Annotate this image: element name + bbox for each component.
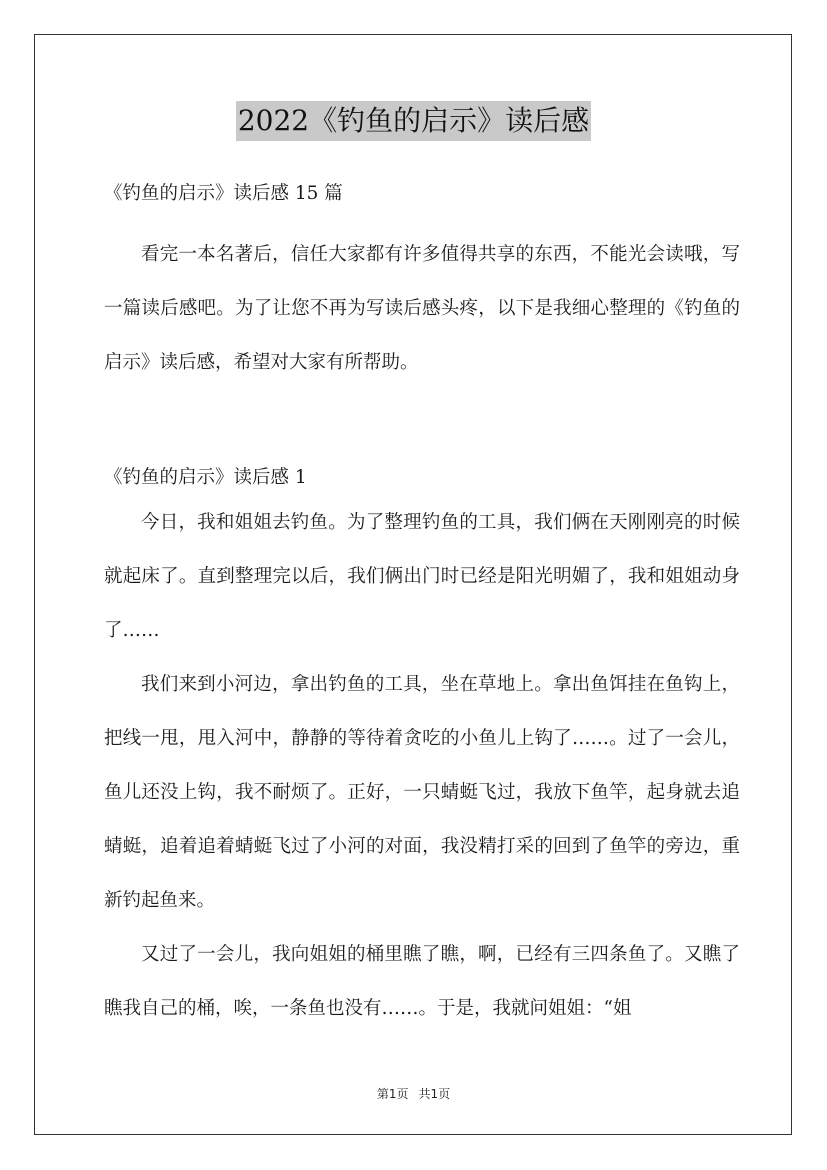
page-number: 第1页 — [376, 1087, 409, 1101]
section-heading: 《钓鱼的启示》读后感 1 — [104, 467, 307, 488]
body-paragraph: 我们来到小河边，拿出钓鱼的工具，坐在草地上。拿出鱼饵挂在鱼钩上，把线一甩，甩入河中，静静的等待着贪吃的小鱼儿上钩了……。过了一会儿，鱼儿还没上钩，我不耐烦了。正好，一只蜻蜓飞过，我放下鱼竿，起身就去追蜻蜓，追着追着蜻蜓飞过了小河的对面，我没精打采的回到了鱼竿的旁边，重新钓起鱼来。 — [104, 674, 740, 911]
title-container — [0, 101, 827, 141]
body-paragraph: 今日，我和姐姐去钓鱼。为了整理钓鱼的工具，我们俩在天刚刚亮的时候就起床了。直到整理完以后，我们俩出门时已经是阳光明媚了，我和姐姐动身了…… — [104, 512, 740, 641]
page-total: 共1页 — [418, 1087, 451, 1101]
document-body — [104, 176, 740, 1036]
document-title: 2022《钓鱼的启示》读后感 — [236, 101, 591, 141]
document-subtitle: 《钓鱼的启示》读后感 15 篇 — [104, 183, 343, 204]
intro-paragraph: 看完一本名著后，信任大家都有许多值得共享的东西，不能光会读哦，写一篇读后感吧。为了让您不再为写读后感头疼，以下是我细心整理的《钓鱼的启示》读后感，希望对大家有所帮助。 — [104, 244, 740, 373]
body-paragraph: 又过了一会儿，我向姐姐的桶里瞧了瞧，啊，已经有三四条鱼了。又瞧了瞧我自己的桶，唉，一条鱼也没有……。于是，我就问姐姐：“姐 — [104, 944, 740, 1019]
page-footer — [0, 1085, 827, 1102]
